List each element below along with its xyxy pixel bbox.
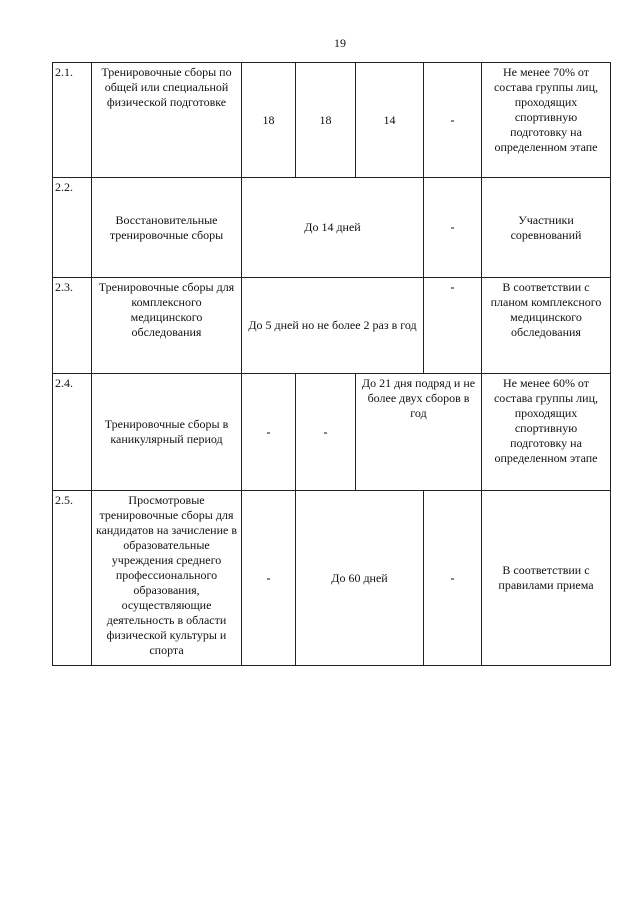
row-number: 2.5.	[53, 491, 92, 666]
camp-name: Тренировочные сборы по общей или специальной физической подготовке	[92, 63, 242, 178]
duration-merged-value: До 5 дней но не более 2 раз в год	[242, 278, 424, 374]
stage-4-value: -	[424, 178, 482, 278]
row-number: 2.2.	[53, 178, 92, 278]
stage-2-value: -	[296, 374, 356, 491]
participants-note: В соответствии с планом комплексного медицинского обследования	[482, 278, 611, 374]
stage-1-value: -	[242, 374, 296, 491]
row-number: 2.1.	[53, 63, 92, 178]
duration-merged-value: До 21 дня подряд и не более двух сборов в год	[356, 374, 482, 491]
camp-name: Тренировочные сборы в каникулярный период	[92, 374, 242, 491]
row-number: 2.4.	[53, 374, 92, 491]
table-row	[53, 63, 611, 178]
camp-name: Тренировочные сборы для комплексного медицинского обследования	[92, 278, 242, 374]
row-number: 2.3.	[53, 278, 92, 374]
table-row	[53, 374, 611, 491]
stage-1-value: -	[242, 491, 296, 666]
duration-merged-value: До 14 дней	[242, 178, 424, 278]
participants-note: Участники соревнований	[482, 178, 611, 278]
duration-merged-value: До 60 дней	[296, 491, 424, 666]
participants-note: Не менее 70% от состава группы лиц, проходящих спортивную подготовку на определенном этапе	[482, 63, 611, 178]
table-row	[53, 491, 611, 666]
participants-note: Не менее 60% от состава группы лиц, проходящих спортивную подготовку на определенном этапе	[482, 374, 611, 491]
page-number: 19	[334, 36, 346, 50]
stage-1-value: 18	[242, 63, 296, 178]
stage-4-value: -	[424, 63, 482, 178]
stage-3-value: 14	[356, 63, 424, 178]
stage-4-value: -	[424, 278, 482, 374]
stage-2-value: 18	[296, 63, 356, 178]
camp-name: Восстановительные тренировочные сборы	[92, 178, 242, 278]
camp-name: Просмотровые тренировочные сборы для кандидатов на зачисление в образовательные учреждения среднего профессионального образования, осуществляющие деятельность в области физической культуры и спорта	[92, 491, 242, 666]
participants-note: В соответствии с правилами приема	[482, 491, 611, 666]
table-row	[53, 278, 611, 374]
stage-4-value: -	[424, 491, 482, 666]
training-camps-table	[52, 62, 611, 666]
table-row	[53, 178, 611, 278]
